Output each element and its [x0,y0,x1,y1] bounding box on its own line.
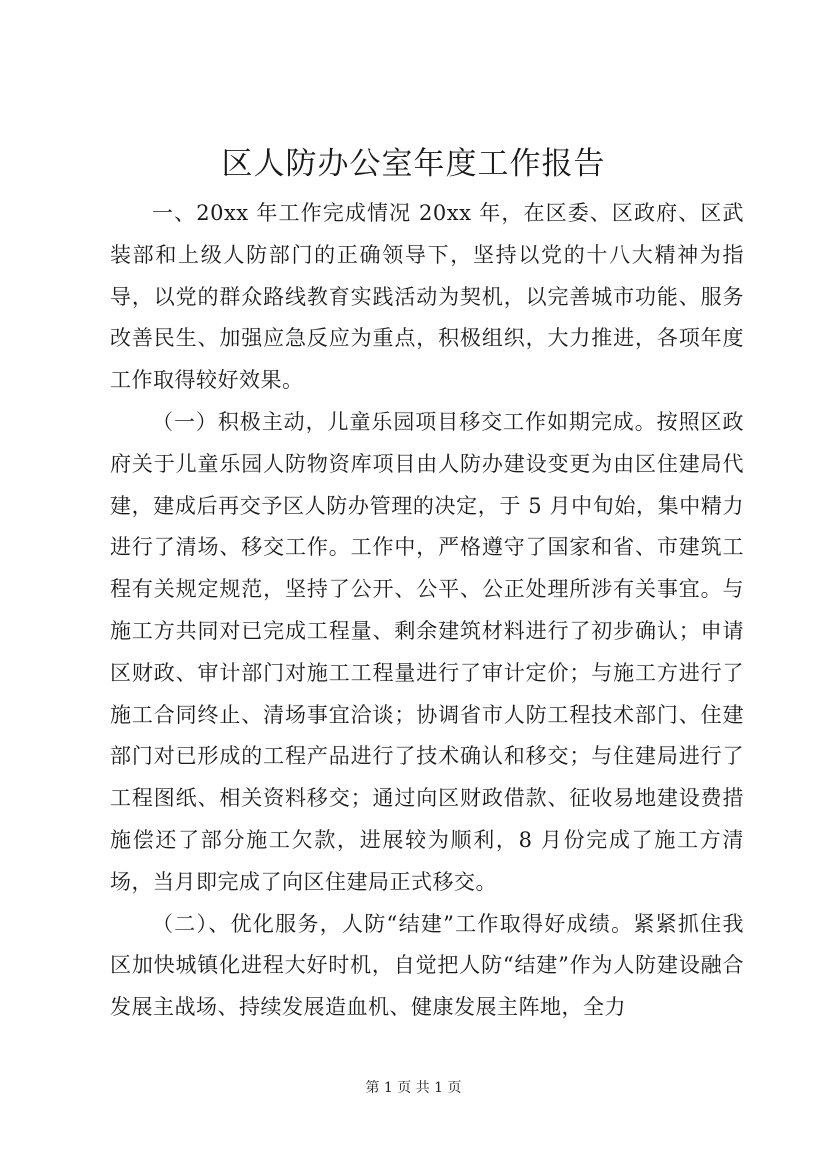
paragraph-2: （一）积极主动，儿童乐园项目移交工作如期完成。按照区政府关于儿童乐园人防物资库项目由人防办建设变更为由区住建局代建，建成后再交予区人防办管理的决定，于 5 月中旬始，集中精力进行了清场、移交工作。工作中，严格遵守了国家和省、市建筑工程有关规定规范，坚持了公开、公平、公正处理所涉有关事宜。与施工方共同对已完成工程量、剩余建筑材料进行了初步确认；申请区财政、审计部门对施工工程量进行了审计定价；与施工方进行了施工合同终止、清场事宜洽谈；协调省市人防工程技术部门、住建部门对已形成的工程产品进行了技术确认和移交；与住建局进行了工程图纸、相关资料移交；通过向区财政借款、征收易地建设费措施偿还了部分施工欠款，进展较为顺利，8 月份完成了施工方清场，当月即完成了向区住建局正式移交。 [110,409,744,894]
page-footer: 第 1 页 共 1 页 [365,1080,462,1096]
paragraph-3: （二）、优化服务，人防“结建”工作取得好成绩。紧紧抓住我区加快城镇化进程大好时机，自觉把人防“结建”作为人防建设融合发展主战场、持续发展造血机、健康发展主阵地，全力 [110,911,744,1020]
paragraph-1: 一、20xx 年工作完成情况 20xx 年，在区委、区政府、区武装部和上级人防部门的正确领导下，坚持以党的十八大精神为指导，以党的群众路线教育实践活动为契机，以完善城市功能、服务改善民生、加强应急反应为重点，积极组织，大力推进，各项年度工作取得较好效果。 [110,201,744,393]
document-body [110,193,744,1029]
document-title: 区人防办公室年度工作报告 [221,146,606,182]
